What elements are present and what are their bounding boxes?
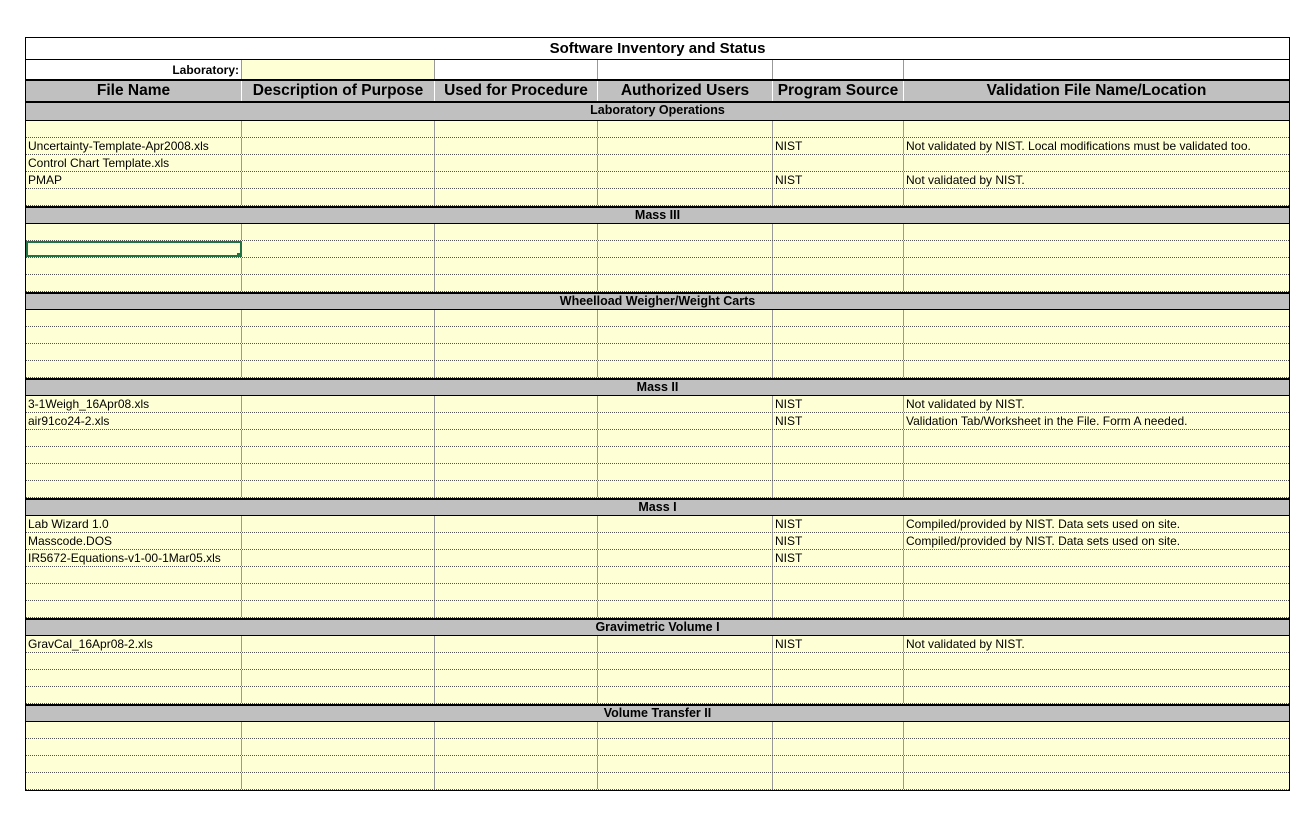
file-name-cell[interactable]	[26, 687, 242, 703]
table-row	[26, 310, 1289, 327]
file-name-cell[interactable]	[26, 258, 242, 274]
table-row	[26, 241, 1289, 258]
procedure-cell[interactable]	[435, 670, 598, 686]
laboratory-blank-cell[interactable]	[435, 60, 598, 79]
procedure-cell[interactable]	[435, 447, 598, 463]
table-row	[26, 258, 1289, 275]
file-name-cell[interactable]	[26, 670, 242, 686]
validation-cell[interactable]	[904, 258, 1289, 274]
procedure-cell[interactable]	[435, 601, 598, 617]
section-header	[26, 618, 1289, 636]
description-cell[interactable]	[242, 241, 435, 257]
column-header-procedure[interactable]: Used for Procedure	[435, 81, 598, 101]
procedure-cell[interactable]	[435, 327, 598, 343]
validation-cell[interactable]	[904, 447, 1289, 463]
section-title[interactable]: Mass II	[636, 380, 679, 394]
authorized-users-cell[interactable]	[598, 464, 773, 480]
section-header	[26, 704, 1289, 722]
column-header-file-name[interactable]: File Name	[26, 81, 242, 101]
validation-cell[interactable]	[904, 275, 1289, 291]
procedure-cell[interactable]	[435, 533, 598, 549]
program-source-cell[interactable]	[773, 189, 904, 205]
authorized-users-cell[interactable]	[598, 258, 773, 274]
program-source-cell[interactable]: NIST	[773, 413, 904, 429]
validation-cell[interactable]	[904, 722, 1289, 738]
program-source-cell[interactable]: NIST	[773, 138, 904, 154]
authorized-users-cell[interactable]	[598, 413, 773, 429]
section-title[interactable]: Volume Transfer II	[603, 706, 712, 720]
authorized-users-cell[interactable]	[598, 396, 773, 412]
procedure-cell[interactable]	[435, 567, 598, 583]
file-name-cell[interactable]: Masscode.DOS	[26, 533, 242, 549]
description-cell[interactable]	[242, 275, 435, 291]
description-cell[interactable]	[242, 310, 435, 326]
procedure-cell[interactable]	[435, 687, 598, 703]
program-source-cell[interactable]	[773, 601, 904, 617]
description-cell[interactable]	[242, 601, 435, 617]
table-row	[26, 533, 1289, 550]
description-cell[interactable]	[242, 584, 435, 600]
description-cell[interactable]	[242, 189, 435, 205]
description-cell[interactable]	[242, 550, 435, 566]
file-name-cell[interactable]	[26, 601, 242, 617]
table-row	[26, 121, 1289, 138]
procedure-cell[interactable]	[435, 344, 598, 360]
table-row	[26, 636, 1289, 653]
description-cell[interactable]	[242, 155, 435, 171]
validation-cell[interactable]	[904, 155, 1289, 171]
program-source-cell[interactable]	[773, 310, 904, 326]
description-cell[interactable]	[242, 361, 435, 377]
authorized-users-cell[interactable]	[598, 361, 773, 377]
table-row	[26, 413, 1289, 430]
description-cell[interactable]	[242, 722, 435, 738]
file-name-cell[interactable]	[26, 584, 242, 600]
validation-cell[interactable]	[904, 481, 1289, 497]
table-row	[26, 550, 1289, 567]
section-title[interactable]: Mass III	[634, 208, 681, 222]
table-row	[26, 687, 1289, 704]
file-name-cell[interactable]: GravCal_16Apr08-2.xls	[26, 636, 242, 652]
validation-cell[interactable]: Not validated by NIST. Local modifications must be validated too.	[906, 139, 1251, 153]
authorized-users-cell[interactable]	[598, 550, 773, 566]
description-cell[interactable]	[242, 464, 435, 480]
procedure-cell[interactable]	[435, 155, 598, 171]
program-source-cell[interactable]	[773, 361, 904, 377]
table-row	[26, 189, 1289, 206]
authorized-users-cell[interactable]	[598, 121, 773, 137]
procedure-cell[interactable]	[435, 361, 598, 377]
section-header	[26, 103, 1289, 121]
program-source-cell[interactable]	[773, 430, 904, 446]
file-name-cell[interactable]	[26, 310, 242, 326]
authorized-users-cell[interactable]	[598, 516, 773, 532]
table-row	[26, 155, 1289, 172]
program-source-cell[interactable]: NIST	[773, 550, 904, 566]
authorized-users-cell[interactable]	[598, 670, 773, 686]
table-row	[26, 172, 1289, 189]
section-header	[26, 378, 1289, 396]
authorized-users-cell[interactable]	[598, 584, 773, 600]
validation-cell[interactable]	[904, 189, 1289, 205]
file-name-cell[interactable]: IR5672-Equations-v1-00-1Mar05.xls	[26, 550, 242, 566]
authorized-users-cell[interactable]	[598, 172, 773, 188]
procedure-cell[interactable]	[435, 636, 598, 652]
table-row	[26, 739, 1289, 756]
authorized-users-cell[interactable]	[598, 275, 773, 291]
program-source-cell[interactable]	[773, 447, 904, 463]
validation-cell[interactable]	[904, 327, 1289, 343]
file-name-cell[interactable]: 3-1Weigh_16Apr08.xls	[26, 396, 242, 412]
validation-cell[interactable]	[904, 567, 1289, 583]
program-source-cell[interactable]	[773, 739, 904, 755]
description-cell[interactable]	[242, 447, 435, 463]
file-name-cell[interactable]	[26, 275, 242, 291]
authorized-users-cell[interactable]	[598, 653, 773, 669]
validation-cell[interactable]	[904, 756, 1289, 772]
procedure-cell[interactable]	[435, 722, 598, 738]
file-name-cell[interactable]	[26, 773, 242, 789]
program-source-cell[interactable]	[773, 121, 904, 137]
program-source-cell[interactable]	[773, 670, 904, 686]
validation-cell[interactable]	[904, 121, 1289, 137]
procedure-cell[interactable]	[435, 653, 598, 669]
column-header-row	[26, 81, 1289, 103]
procedure-cell[interactable]	[435, 241, 598, 257]
table-row	[26, 447, 1289, 464]
program-source-cell[interactable]	[773, 756, 904, 772]
authorized-users-cell[interactable]	[598, 533, 773, 549]
file-name-cell[interactable]	[26, 241, 242, 257]
program-source-cell[interactable]	[773, 344, 904, 360]
laboratory-blank-cell[interactable]	[773, 60, 904, 79]
description-cell[interactable]	[242, 516, 435, 532]
program-source-cell[interactable]: NIST	[773, 636, 904, 652]
table-row	[26, 430, 1289, 447]
description-cell[interactable]	[242, 172, 435, 188]
validation-cell[interactable]	[904, 430, 1289, 446]
procedure-cell[interactable]	[435, 396, 598, 412]
description-cell[interactable]	[242, 258, 435, 274]
laboratory-blank-cell[interactable]	[904, 60, 1289, 79]
procedure-cell[interactable]	[435, 189, 598, 205]
program-source-cell[interactable]: NIST	[773, 533, 904, 549]
authorized-users-cell[interactable]	[598, 567, 773, 583]
authorized-users-cell[interactable]	[598, 756, 773, 772]
file-name-cell[interactable]	[26, 481, 242, 497]
file-name-cell[interactable]	[26, 464, 242, 480]
validation-cell[interactable]: Not validated by NIST.	[906, 637, 1025, 651]
table-row	[26, 138, 1289, 155]
section-title[interactable]: Wheelload Weigher/Weight Carts	[559, 294, 756, 308]
description-cell[interactable]	[242, 344, 435, 360]
program-source-cell[interactable]	[773, 653, 904, 669]
program-source-cell[interactable]	[773, 155, 904, 171]
validation-cell[interactable]	[904, 241, 1289, 257]
table-row	[26, 516, 1289, 533]
table-row	[26, 584, 1289, 601]
authorized-users-cell[interactable]	[598, 722, 773, 738]
section-title[interactable]: Gravimetric Volume I	[595, 620, 720, 634]
file-name-cell[interactable]: PMAP	[26, 172, 242, 188]
procedure-cell[interactable]	[435, 224, 598, 240]
file-name-cell[interactable]	[26, 121, 242, 137]
description-cell[interactable]	[242, 687, 435, 703]
authorized-users-cell[interactable]	[598, 687, 773, 703]
laboratory-label[interactable]: Laboratory:	[26, 60, 242, 79]
validation-cell[interactable]: Not validated by NIST.	[906, 397, 1025, 411]
section-header	[26, 498, 1289, 516]
validation-cell[interactable]	[904, 773, 1289, 789]
authorized-users-cell[interactable]	[598, 739, 773, 755]
table-row	[26, 224, 1289, 241]
description-cell[interactable]	[242, 327, 435, 343]
validation-cell[interactable]: Validation Tab/Worksheet in the File. Form A needed.	[906, 414, 1188, 428]
procedure-cell[interactable]	[435, 138, 598, 154]
program-source-cell[interactable]: NIST	[773, 516, 904, 532]
laboratory-blank-cell[interactable]	[598, 60, 773, 79]
program-source-cell[interactable]	[773, 722, 904, 738]
file-name-cell[interactable]	[26, 756, 242, 772]
procedure-cell[interactable]	[435, 464, 598, 480]
program-source-cell[interactable]	[773, 464, 904, 480]
file-name-cell[interactable]	[26, 567, 242, 583]
procedure-cell[interactable]	[435, 550, 598, 566]
column-header-validation[interactable]: Validation File Name/Location	[986, 82, 1207, 99]
description-cell[interactable]	[242, 567, 435, 583]
program-source-cell[interactable]: NIST	[773, 396, 904, 412]
table-row	[26, 361, 1289, 378]
procedure-cell[interactable]	[435, 413, 598, 429]
validation-cell[interactable]	[904, 224, 1289, 240]
table-row	[26, 344, 1289, 361]
program-source-cell[interactable]	[773, 241, 904, 257]
laboratory-input[interactable]	[242, 60, 435, 79]
procedure-cell[interactable]	[435, 121, 598, 137]
description-cell[interactable]	[242, 756, 435, 772]
table-row	[26, 567, 1289, 584]
description-cell[interactable]	[242, 413, 435, 429]
program-source-cell[interactable]	[773, 258, 904, 274]
validation-cell[interactable]	[904, 687, 1289, 703]
description-cell[interactable]	[242, 481, 435, 497]
validation-cell[interactable]	[904, 361, 1289, 377]
authorized-users-cell[interactable]	[598, 447, 773, 463]
table-row	[26, 670, 1289, 687]
description-cell[interactable]	[242, 121, 435, 137]
procedure-cell[interactable]	[435, 172, 598, 188]
procedure-cell[interactable]	[435, 739, 598, 755]
title-row	[26, 38, 1289, 60]
file-name-cell[interactable]	[26, 739, 242, 755]
authorized-users-cell[interactable]	[598, 327, 773, 343]
authorized-users-cell[interactable]	[598, 310, 773, 326]
procedure-cell[interactable]	[435, 258, 598, 274]
column-header-authorized-users[interactable]: Authorized Users	[598, 81, 773, 101]
authorized-users-cell[interactable]	[598, 224, 773, 240]
table-row	[26, 722, 1289, 739]
authorized-users-cell[interactable]	[598, 344, 773, 360]
description-cell[interactable]	[242, 739, 435, 755]
file-name-cell[interactable]: Uncertainty-Template-Apr2008.xls	[26, 138, 242, 154]
authorized-users-cell[interactable]	[598, 601, 773, 617]
procedure-cell[interactable]	[435, 310, 598, 326]
validation-cell[interactable]	[904, 310, 1289, 326]
description-cell[interactable]	[242, 224, 435, 240]
authorized-users-cell[interactable]	[598, 189, 773, 205]
program-source-cell[interactable]	[773, 687, 904, 703]
description-cell[interactable]	[242, 533, 435, 549]
authorized-users-cell[interactable]	[598, 155, 773, 171]
section-title[interactable]: Laboratory Operations	[590, 103, 725, 117]
description-cell[interactable]	[242, 396, 435, 412]
description-cell[interactable]	[242, 430, 435, 446]
table-row	[26, 481, 1289, 498]
description-cell[interactable]	[242, 670, 435, 686]
validation-cell[interactable]	[904, 584, 1289, 600]
validation-cell[interactable]: Compiled/provided by NIST. Data sets used on site.	[906, 534, 1181, 548]
authorized-users-cell[interactable]	[598, 241, 773, 257]
file-name-cell[interactable]	[26, 430, 242, 446]
file-name-cell[interactable]: Control Chart Template.xls	[26, 155, 242, 171]
sections-container	[26, 103, 1289, 790]
description-cell[interactable]	[242, 636, 435, 652]
description-cell[interactable]	[242, 138, 435, 154]
procedure-cell[interactable]	[435, 756, 598, 772]
description-cell[interactable]	[242, 773, 435, 789]
description-cell[interactable]	[242, 653, 435, 669]
file-name-cell[interactable]	[26, 224, 242, 240]
table-row	[26, 773, 1289, 790]
procedure-cell[interactable]	[435, 430, 598, 446]
file-name-cell[interactable]: Lab Wizard 1.0	[26, 516, 242, 532]
file-name-cell[interactable]	[26, 653, 242, 669]
validation-cell[interactable]	[904, 550, 1289, 566]
program-source-cell[interactable]	[773, 481, 904, 497]
file-name-cell[interactable]	[26, 189, 242, 205]
section-title[interactable]: Mass I	[638, 500, 677, 514]
validation-cell[interactable]	[904, 653, 1289, 669]
program-source-cell[interactable]: NIST	[773, 172, 904, 188]
file-name-cell[interactable]	[26, 327, 242, 343]
procedure-cell[interactable]	[435, 773, 598, 789]
spreadsheet	[25, 37, 1290, 791]
validation-cell[interactable]	[904, 670, 1289, 686]
validation-cell[interactable]	[904, 739, 1289, 755]
table-row	[26, 327, 1289, 344]
procedure-cell[interactable]	[435, 275, 598, 291]
file-name-cell[interactable]	[26, 361, 242, 377]
validation-cell[interactable]	[904, 344, 1289, 360]
laboratory-row	[26, 60, 1289, 81]
procedure-cell[interactable]	[435, 516, 598, 532]
file-name-cell[interactable]	[26, 722, 242, 738]
program-source-cell[interactable]	[773, 224, 904, 240]
program-source-cell[interactable]	[773, 773, 904, 789]
program-source-cell[interactable]	[773, 584, 904, 600]
validation-cell[interactable]: Compiled/provided by NIST. Data sets used on site.	[906, 517, 1181, 531]
authorized-users-cell[interactable]	[598, 636, 773, 652]
authorized-users-cell[interactable]	[598, 773, 773, 789]
program-source-cell[interactable]	[773, 567, 904, 583]
column-header-description[interactable]: Description of Purpose	[242, 81, 435, 101]
validation-cell[interactable]	[904, 464, 1289, 480]
file-name-cell[interactable]	[26, 344, 242, 360]
validation-cell[interactable]	[904, 601, 1289, 617]
table-row	[26, 756, 1289, 773]
file-name-cell[interactable]: air91co24-2.xls	[26, 413, 242, 429]
section-header	[26, 292, 1289, 310]
program-source-cell[interactable]	[773, 275, 904, 291]
table-row	[26, 396, 1289, 413]
file-name-cell[interactable]	[26, 447, 242, 463]
program-source-cell[interactable]	[773, 327, 904, 343]
table-row	[26, 464, 1289, 481]
authorized-users-cell[interactable]	[598, 138, 773, 154]
table-row	[26, 275, 1289, 292]
section-header	[26, 206, 1289, 224]
validation-cell[interactable]: Not validated by NIST.	[906, 173, 1025, 187]
procedure-cell[interactable]	[435, 584, 598, 600]
authorized-users-cell[interactable]	[598, 430, 773, 446]
procedure-cell[interactable]	[435, 481, 598, 497]
sheet-title[interactable]: Software Inventory and Status	[549, 40, 766, 57]
table-row	[26, 653, 1289, 670]
table-row	[26, 601, 1289, 618]
column-header-program-source[interactable]: Program Source	[773, 81, 904, 101]
authorized-users-cell[interactable]	[598, 481, 773, 497]
